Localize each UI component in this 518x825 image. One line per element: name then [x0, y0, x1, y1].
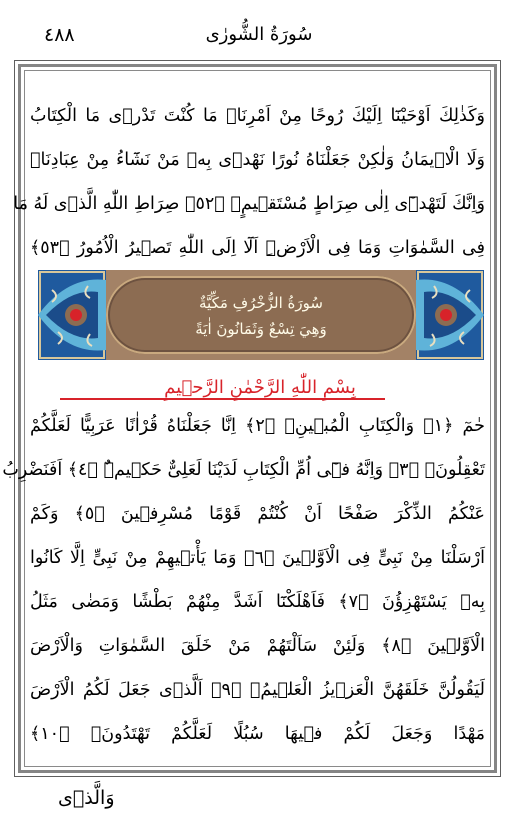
arabesque-ornament-left-icon	[38, 270, 106, 360]
page-number: ٤٨٨	[44, 24, 75, 46]
verse-line-10: الْاَوَّلٖينَ ﴿٨﴾ وَلَئِنْ سَاَلْتَهُمْ مَنْ خَلَقَ السَّمٰوَاتِ وَالْاَرْضَ	[30, 636, 485, 656]
basmala-underline	[60, 398, 385, 400]
basmala: بِسْمِ اللّٰهِ الرَّحْمٰنِ الرَّحٖيمِ	[164, 377, 356, 398]
surah-title-cartouche	[106, 276, 416, 354]
verse-line-5: حٰمٓ ﴿١﴾ وَالْكِتَابِ الْمُبٖينِۙ ﴿٢﴾ اِنَّا جَعَلْنَاهُ قُرْاٰنًا عَرَبِيًّا لَعَلَّكُمْ	[30, 416, 485, 436]
catchword: وَالَّذٖى	[58, 787, 115, 809]
arabesque-ornament-right-icon	[416, 270, 484, 360]
surah-title-ornament	[38, 270, 484, 360]
verse-line-1: وَكَذٰلِكَ اَوْحَيْنَٓا اِلَيْكَ رُوحًا مِنْ اَمْرِنَاۜ مَا كُنْتَ تَدْرٖى مَا الْكِتَابُ	[30, 106, 485, 126]
verse-line-7: عَنْكُمُ الذِّكْرَ صَفْحًا اَنْ كُنْتُمْ قَوْمًا مُسْرِفٖينَ ﴿٥﴾ وَكَمْ	[30, 504, 485, 524]
verse-count-line: وَهِيَ تِسْعٌ وَثَمَانُونَ اٰيَةً	[195, 320, 327, 338]
verse-line-6: تَعْقِلُونَۚ ﴿٣﴾ وَاِنَّهُ فٖٓى اُمِّ الْكِتَابِ لَدَيْنَا لَعَلِىٌّ حَكٖيمٌۜ ﴿٤﴾ اَفَنَضْرِبُ	[2, 460, 485, 480]
verse-line-8: اَرْسَلْنَا مِنْ نَبِىٍّ فِى الْاَوَّلٖينَ ﴿٦﴾ وَمَا يَأْتٖيهِمْ مِنْ نَبِىٍّ اِلَّا كَانُوا	[30, 548, 486, 568]
verse-line-4: فِى السَّمٰوَاتِ وَمَا فِى الْاَرْضِۜ اَلَٓا اِلَى اللّٰهِ تَصٖيرُ الْاُمُورُ ﴿٥٣﴾	[30, 238, 485, 258]
page-header	[0, 22, 518, 54]
verse-line-2: وَلَا الْاٖيمَانُ وَلٰكِنْ جَعَلْنَاهُ نُورًا نَهْدٖى بِهٖ مَنْ نَشَٓاءُ مِنْ عِبَادِنَاۜ	[30, 150, 485, 170]
verse-line-9: بِهٖ يَسْتَهْزِؤُنَ ﴿٧﴾ فَاَهْلَكْنَٓا اَشَدَّ مِنْهُمْ بَطْشًا وَمَضٰى مَثَلُ	[30, 592, 485, 612]
surah-header-title: سُورَةُ الشُّورٰى	[205, 24, 313, 45]
verse-line-11: لَيَقُولُنَّ خَلَقَهُنَّ الْعَزٖيزُ الْعَلٖيمُۙ ﴿٩﴾ اَلَّذٖى جَعَلَ لَكُمُ الْاَرْضَ	[30, 680, 485, 700]
verse-line-12: مَهْدًا وَجَعَلَ لَكُمْ فٖيهَا سُبُلًا لَعَلَّكُمْ تَهْتَدُونَۚ ﴿١٠﴾	[30, 724, 485, 744]
surah-title: سُورَةُ الزُّخْرُفِ مَكِّيَّةٌ	[199, 294, 323, 312]
verse-line-3: وَاِنَّكَ لَتَهْدٖٓى اِلٰى صِرَاطٍ مُسْتَقٖيمٍۙ ﴿٥٢﴾ صِرَاطِ اللّٰهِ الَّذٖى لَهُ مَا	[13, 194, 485, 214]
